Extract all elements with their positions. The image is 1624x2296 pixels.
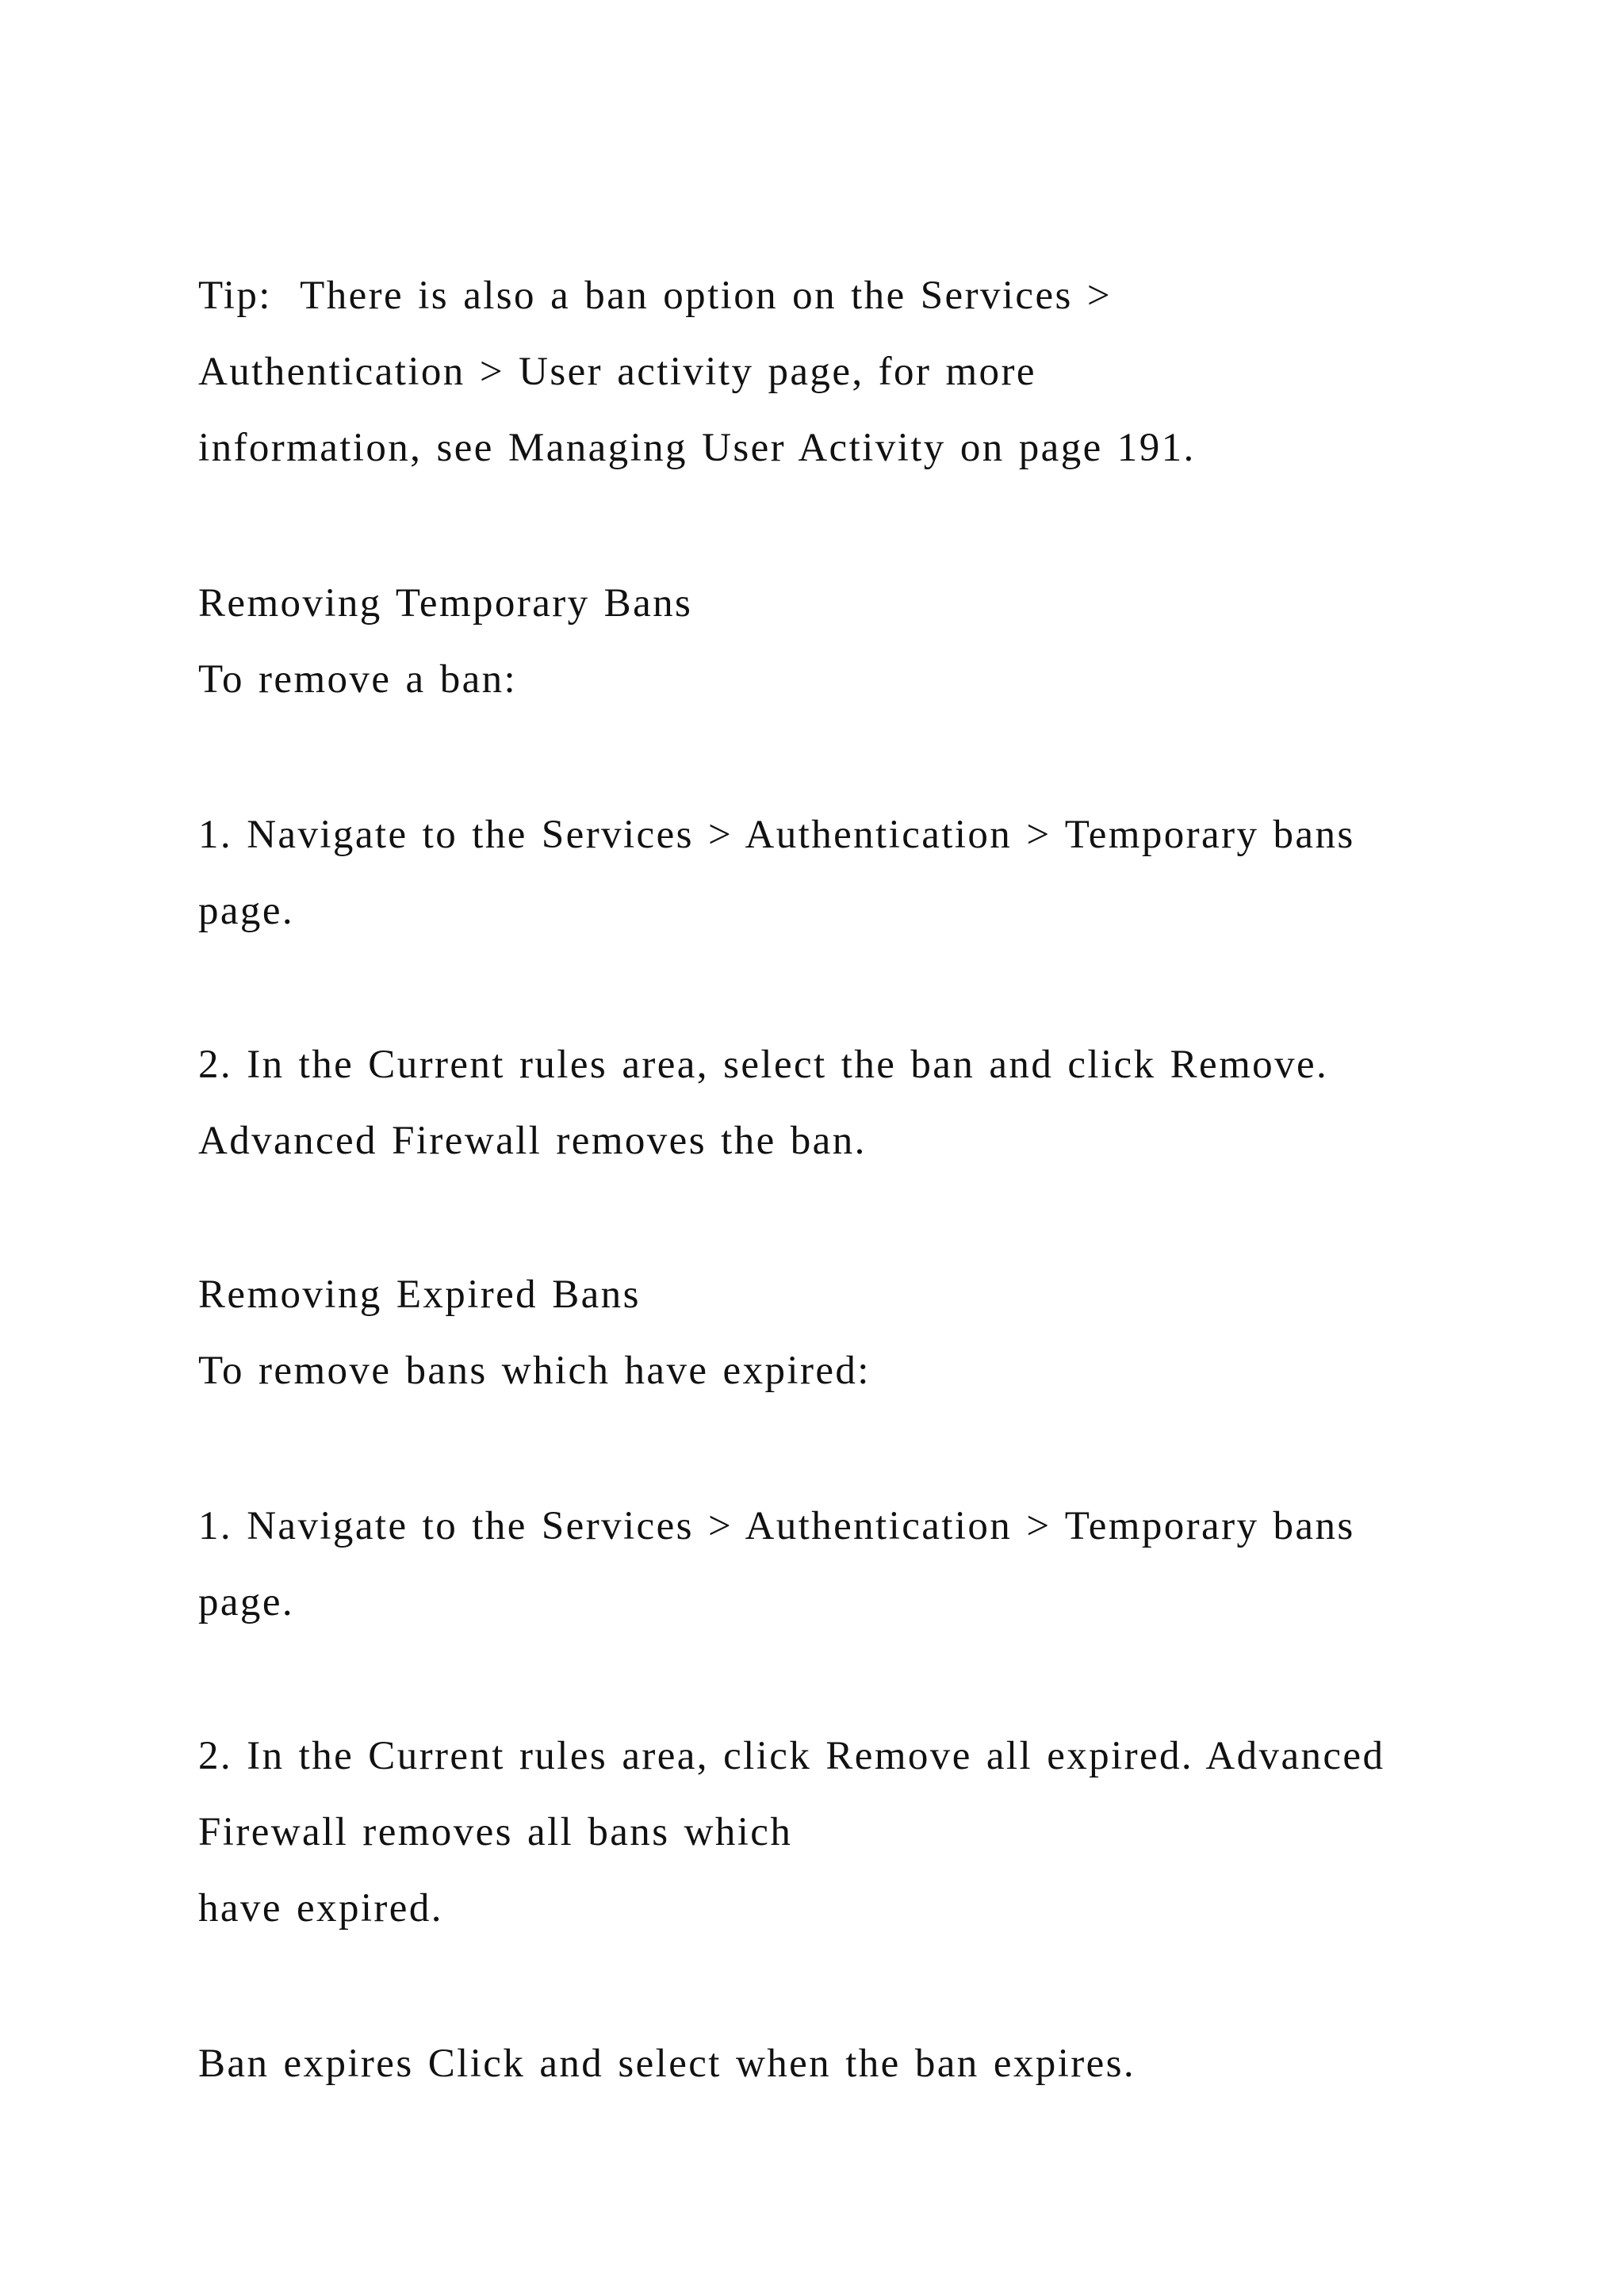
- tip-line-1: Tip: There is also a ban option on the Services >: [198, 274, 1113, 318]
- ban-expires-line: Ban expires Click and select when the ban expires.: [198, 2042, 1136, 2086]
- temporary-step2-line-1: 2. In the Current rules area, select the ban and click Remove.: [198, 1043, 1329, 1087]
- expired-step2-line-3: have expired.: [198, 1886, 443, 1931]
- section-intro-temporary-bans: To remove a ban:: [198, 657, 518, 702]
- temporary-step2-line-2: Advanced Firewall removes the ban.: [198, 1119, 867, 1163]
- expired-step1-line-2: page.: [198, 1580, 295, 1624]
- tip-line-2: Authentication > User activity page, for more: [198, 350, 1036, 394]
- expired-step1-line-1: 1. Navigate to the Services > Authentication > Temporary bans: [198, 1504, 1355, 1548]
- temporary-step1-line-2: page.: [198, 889, 295, 933]
- expired-step2-line-1: 2. In the Current rules area, click Remove all expired. Advanced: [198, 1734, 1385, 1778]
- section-heading-temporary-bans: Removing Temporary Bans: [198, 581, 693, 626]
- expired-step2-line-2: Firewall removes all bans which: [198, 1810, 793, 1854]
- section-heading-expired-bans: Removing Expired Bans: [198, 1272, 641, 1317]
- temporary-step1-line-1: 1. Navigate to the Services > Authentication > Temporary bans: [198, 813, 1355, 857]
- tip-line-3: information, see Managing User Activity on page 191.: [198, 426, 1196, 470]
- section-intro-expired-bans: To remove bans which have expired:: [198, 1349, 871, 1393]
